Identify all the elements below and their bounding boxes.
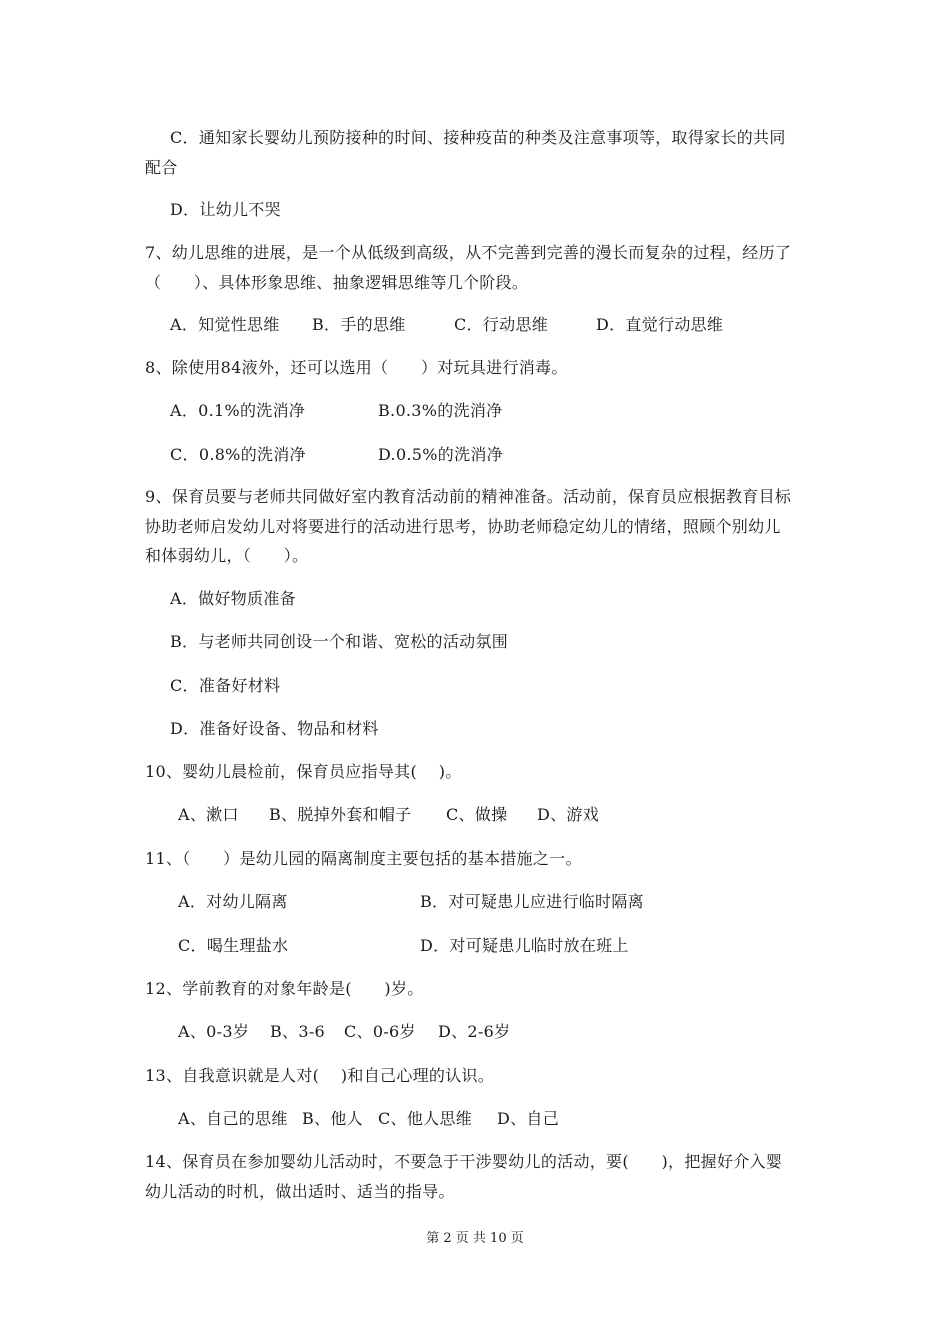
- q13-stem: 13、自我意识就是人对( )和自己心理的认识。: [145, 1066, 495, 1085]
- q10-option-a: A、漱口: [178, 805, 239, 824]
- q7-option-a: A．知觉性思维: [170, 315, 280, 334]
- q11-option-d: D．对可疑患儿临时放在班上: [420, 936, 629, 955]
- q10-option-b: B、脱掉外套和帽子: [269, 805, 412, 824]
- q14-stem-line2: 幼儿活动的时机，做出适时、适当的指导。: [145, 1182, 455, 1201]
- q13-option-c: C、他人思维: [378, 1109, 473, 1128]
- q9-stem-line3: 和体弱幼儿，（ ）。: [145, 546, 309, 565]
- q9-stem-line2: 协助老师启发幼儿对将要进行的活动进行思考，协助老师稳定幼儿的情绪，照顾个别幼儿: [145, 517, 781, 536]
- q12-option-b: B、3-6: [270, 1022, 326, 1041]
- q9-option-b: B．与老师共同创设一个和谐、宽松的活动氛围: [170, 632, 509, 651]
- q6-option-d: D．让幼儿不哭: [170, 200, 281, 219]
- q13-option-b: B、他人: [302, 1109, 363, 1128]
- q10-option-c: C、做操: [446, 805, 508, 824]
- q10-stem: 10、婴幼儿晨检前，保育员应指导其( )。: [145, 762, 462, 781]
- q9-option-c: C．准备好材料: [170, 676, 281, 695]
- q8-option-a: A．0.1%的洗消净: [170, 401, 306, 420]
- q7-option-b: B．手的思维: [312, 315, 406, 334]
- q13-option-a: A、自己的思维: [178, 1109, 288, 1128]
- q11-option-b: B．对可疑患儿应进行临时隔离: [420, 892, 644, 911]
- q12-option-a: A、0-3岁: [178, 1022, 250, 1041]
- q12-option-c: C、0-6岁: [344, 1022, 416, 1041]
- q11-option-c: C．喝生理盐水: [178, 936, 289, 955]
- q7-stem-line1: 7、幼儿思维的进展，是一个从低级到高级，从不完善到完善的漫长而复杂的过程，经历了: [145, 243, 792, 262]
- q12-option-d: D、2-6岁: [438, 1022, 511, 1041]
- q12-stem: 12、学前教育的对象年龄是( )岁。: [145, 979, 424, 998]
- q9-stem-line1: 9、保育员要与老师共同做好室内教育活动前的精神准备。活动前，保育员应根据教育目标: [145, 487, 792, 506]
- q8-option-d: D.0.5%的洗消净: [378, 445, 503, 464]
- q9-option-a: A．做好物质准备: [170, 589, 296, 608]
- page-number-footer: 第 2 页 共 10 页: [426, 1231, 524, 1246]
- q11-option-a: A．对幼儿隔离: [178, 892, 288, 911]
- q10-option-d: D、游戏: [537, 805, 600, 824]
- q7-option-c: C．行动思维: [454, 315, 549, 334]
- q9-option-d: D．准备好设备、物品和材料: [170, 719, 379, 738]
- q14-stem-line1: 14、保育员在参加婴幼儿活动时，不要急于干涉婴幼儿的活动，要( )，把握好介入婴: [145, 1152, 783, 1171]
- q8-stem: 8、除使用84液外，还可以选用（ ）对玩具进行消毒。: [145, 358, 568, 377]
- q6-option-c-line2: 配合: [145, 158, 178, 177]
- q8-option-b: B.0.3%的洗消净: [378, 401, 503, 420]
- q7-option-d: D．直觉行动思维: [596, 315, 724, 334]
- q7-stem-line2: （ ）、具体形象思维、抽象逻辑思维等几个阶段。: [145, 273, 529, 292]
- q13-option-d: D、自己: [497, 1109, 560, 1128]
- q11-stem: 11、（ ）是幼儿园的隔离制度主要包括的基本措施之一。: [145, 849, 582, 868]
- q8-option-c: C．0.8%的洗消净: [170, 445, 306, 464]
- q6-option-c-line1: C．通知家长婴幼儿预防接种的时间、接种疫苗的种类及注意事项等，取得家长的共同: [170, 128, 786, 147]
